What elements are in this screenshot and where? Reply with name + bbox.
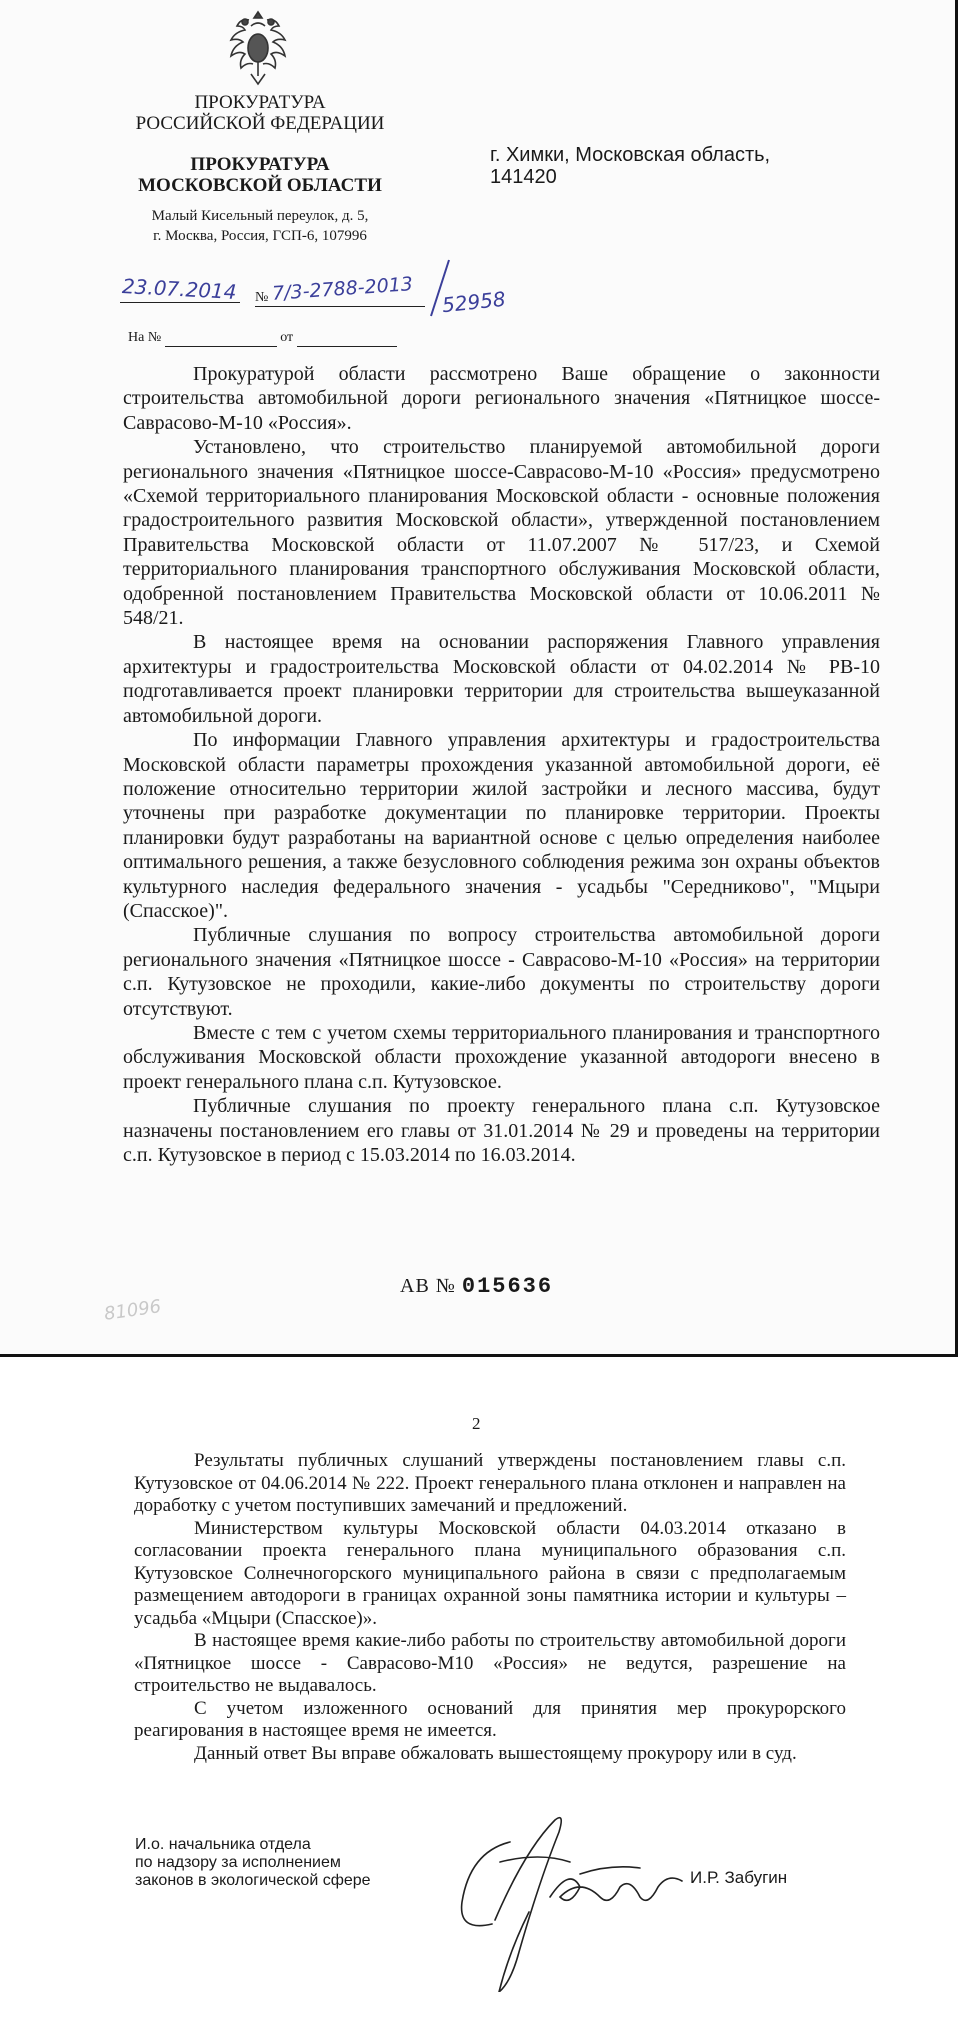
org-name <box>110 92 410 134</box>
form-serial <box>400 1274 553 1299</box>
letter-body <box>123 362 880 1167</box>
office-line-1: ПРОКУРАТУРА <box>190 154 330 175</box>
reply-to-line <box>128 330 397 347</box>
letter-page-2 <box>0 1362 960 2021</box>
paragraph: С учетом изложенного оснований для принятия мер прокурорского реагирования в настоящее время не имеется. <box>134 1697 846 1741</box>
org-line-1: ПРОКУРАТУРА <box>194 92 326 113</box>
outgoing-date: 23.07.2014 <box>121 274 238 304</box>
signer-title <box>135 1836 371 1890</box>
outgoing-number: 7/3-2788-2013 <box>271 273 414 305</box>
paragraph: Вместе с тем с учетом схемы территориального планирования и транспортного обслуживания Московской области прохождение указанной автодороги внесено в проект генерального плана с.п. Кутузовское. <box>123 1021 880 1093</box>
address-line-1: Малый Кисельный переулок, д. 5, <box>151 208 369 224</box>
office-line-2: МОСКОВСКОЙ ОБЛАСТИ <box>138 175 382 196</box>
office-address <box>110 206 410 246</box>
outgoing-number-label: № <box>255 290 269 305</box>
date-underline <box>120 302 240 303</box>
reply-date-blank <box>297 330 397 347</box>
paragraph: Прокуратурой области рассмотрено Ваше обращение о законности строительства автомобильной дороги регионального значения «Пятницкое шоссе-Саврасово-М-10 «Россия». <box>123 363 880 434</box>
page-number: 2 <box>472 1414 481 1433</box>
paragraph: По информации Главного управления архитектуры и градостроительства Московской области параметры прохождения указанной автомобильной дороги, её положение относительно территории жилой застройки и лесного массива, будут уточнены при разработке документации по планировке территории. Проекты планировки будут разработаны на вариантной основе с целью определения наиболее оптимального решения, а также безусловного соблюдения режима зон охраны объектов культурного наследия федерального значения - усадьбы "Середниково", "Мцыри (Спасское)". <box>123 729 880 922</box>
signer-title-line-3: законов в экологической сфере <box>135 1872 371 1889</box>
double-headed-eagle-emblem-icon <box>215 8 301 90</box>
paragraph: Результаты публичных слушаний утверждены постановлением главы с.п. Кутузовское от 04.06.2014 № 222. Проект генерального плана отклонен и направлен на доработку с учетом поступивших замечаний и предложений. <box>134 1450 846 1516</box>
form-series-label: АВ № <box>400 1275 456 1297</box>
recipient-line-2: 141420 <box>490 166 557 188</box>
office-name <box>110 154 410 196</box>
paragraph: В настоящее время какие-либо работы по строительству автомобильной дороги «Пятницкое шоссе - Саврасово-М10 «Россия» не ведутся, разрешение на строительство не выдавалось. <box>134 1630 846 1696</box>
form-serial-number: 015636 <box>461 1274 554 1299</box>
signer-name: И.Р. Забугин <box>690 1868 788 1887</box>
handwritten-signature-icon <box>440 1802 710 1992</box>
faint-handwritten-mark: 81096 <box>102 1296 163 1325</box>
paragraph: Публичные слушания по вопросу строительства автомобильной дороги регионального значения «Пятницкое шоссе - Саврасово-М-10 «Россия» на территории с.п. Кутузовское не проходили, какие-либо документы по строительству дороги отсутствуют. <box>123 924 880 1020</box>
paragraph: Данный ответ Вы вправе обжаловать вышестоящему прокурору или в суд. <box>194 1742 797 1764</box>
address-line-2: г. Москва, Россия, ГСП-6, 107996 <box>153 228 367 244</box>
recipient-address <box>490 144 770 188</box>
recipient-line-1: г. Химки, Московская область, <box>490 144 771 166</box>
paragraph: В настоящее время на основании распоряжения Главного управления архитектуры и градостроительства Московской области от 04.02.2014 № РВ-10 подготавливается проект планировки территории для строительства вышеуказанной автомобильной дороги. <box>123 631 880 727</box>
paragraph: Публичные слушания по проекту генерального плана с.п. Кутузовское назначены постановлением его главы от 31.01.2014 № 29 и проведены на территории с.п. Кутузовское в период с 15.03.2014 по 16.03.2014. <box>123 1095 880 1166</box>
signer-title-line-2: по надзору за исполнением <box>135 1854 341 1871</box>
reply-number-label: На № <box>128 330 162 345</box>
org-line-2: РОССИЙСКОЙ ФЕДЕРАЦИИ <box>135 113 385 134</box>
number-underline <box>255 306 425 307</box>
incoming-number: 52958 <box>440 286 507 318</box>
paragraph: Установлено, что строительство планируемой автомобильной дороги регионального значения «Пятницкое шоссе-Саврасово-М-10 «Россия» предусмотрено «Схемой территориального планирования Московской области - основные положения градостроительного развития Московской области», утвержденной постановлением Правительства Московской области от 11.07.2007 № 517/23, и Схемой территориального планирования транспортного обслуживания Московской области, одобренной постановлением Правительства Московской области от 10.06.2011 № 548/21. <box>123 436 880 630</box>
paragraph: Министерством культуры Московской области 04.03.2014 отказано в согласовании проекта генерального плана муниципального образования с.п. Кутузовское Солнечногорского муниципального района в связи с предполагаемым размещением автодороги в границах охранной зоны памятника истории и культуры – усадьба «Мцыри (Спасское)». <box>134 1517 846 1629</box>
reply-number-blank <box>165 330 277 347</box>
reply-from-label: от <box>280 330 294 345</box>
letter-body-continued <box>134 1450 846 1765</box>
signer-title-line-1: И.о. начальника отдела <box>135 1836 311 1853</box>
